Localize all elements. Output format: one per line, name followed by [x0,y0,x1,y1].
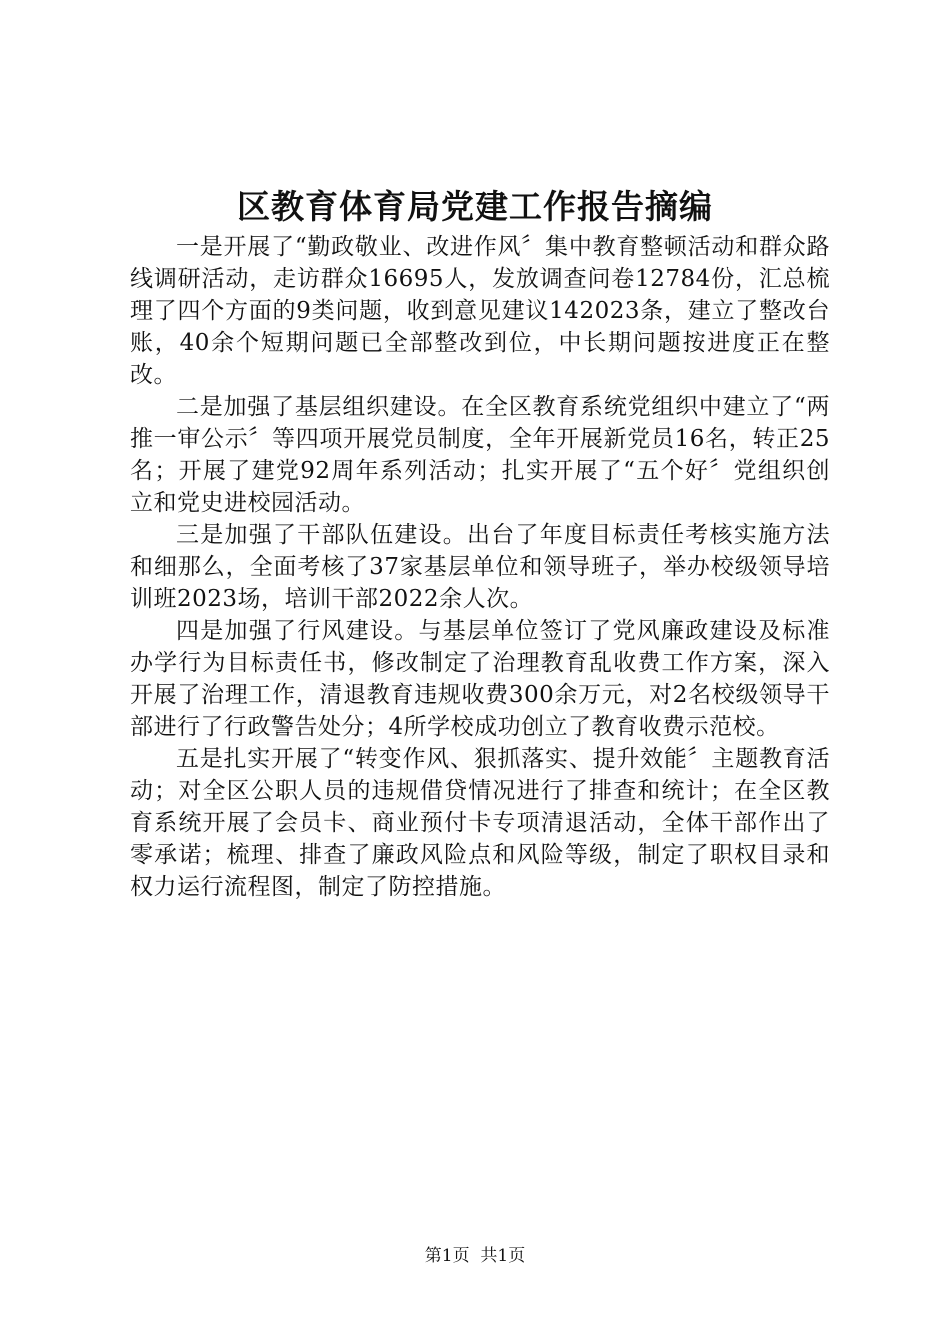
paragraph-3: 三是加强了干部队伍建设。出台了年度目标责任考核实施方法和细那么，全面考核了37家基层单位和领导班子，举办校级领导培训班2023场，培训干部2022余人次。 [130,522,830,612]
page-footer [0,1244,950,1268]
paragraph-2: 二是加强了基层组织建设。在全区教育系统党组织中建立了“两推一审公示〞等四项开展党员制度，全年开展新党员16名，转正25名；开展了建党92周年系列活动；扎实开展了“五个好〞党组织创立和党史进校园活动。 [130,394,830,516]
paragraph-1: 一是开展了“勤政敬业、改进作风〞集中教育整顿活动和群众路线调研活动，走访群众16695人，发放调查问卷12784份，汇总梳理了四个方面的9类问题，收到意见建议142023条，建立了整改台账，40余个短期问题已全部整改到位，中长期问题按进度正在整改。 [130,234,830,388]
paragraph-4: 四是加强了行风建设。与基层单位签订了党风廉政建设及标准办学行为目标责任书，修改制定了治理教育乱收费工作方案，深入开展了治理工作，清退教育违规收费300余万元，对2名校级领导干部进行了行政警告处分；4所学校成功创立了教育收费示范校。 [130,618,830,740]
paragraph-5: 五是扎实开展了“转变作风、狠抓落实、提升效能〞主题教育活动；对全区公职人员的违规借贷情况进行了排查和统计；在全区教育系统开展了会员卡、商业预付卡专项清退活动，全体干部作出了零承诺；梳理、排查了廉政风险点和风险等级，制定了职权目录和权力运行流程图，制定了防控措施。 [130,746,830,900]
document-title: 区教育体育局党建工作报告摘编 [237,187,713,226]
document-body [130,231,830,903]
page-total: 共1页 [480,1246,526,1266]
page-number: 第1页 [424,1246,470,1266]
footer-separator [470,1246,481,1266]
